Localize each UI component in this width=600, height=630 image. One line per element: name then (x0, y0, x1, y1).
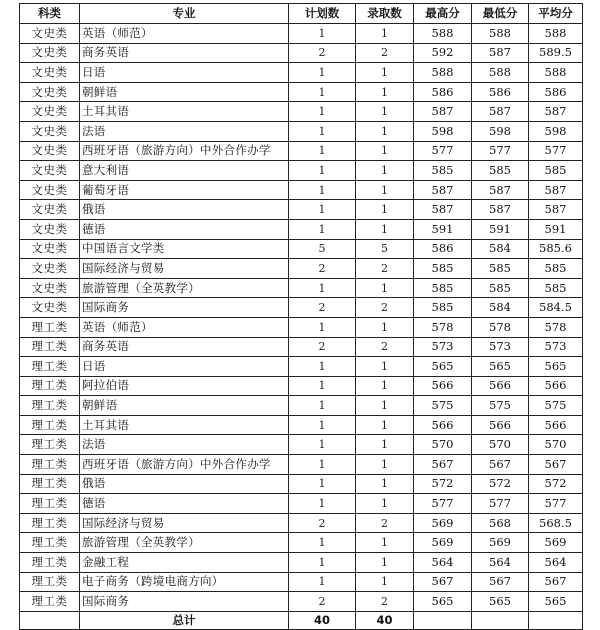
cell-plan-count: 2 (289, 513, 356, 533)
cell-category: 理工类 (20, 376, 80, 396)
header-category: 科类 (20, 4, 80, 24)
cell-major: 朝鲜语 (80, 396, 289, 416)
cell-category: 文史类 (20, 200, 80, 220)
cell-min-score: 586 (472, 82, 529, 102)
cell-avg-score: 589.5 (529, 43, 583, 63)
cell-category: 文史类 (20, 259, 80, 279)
cell-admitted-count: 1 (356, 180, 414, 200)
total-empty-avg (529, 611, 583, 629)
total-label: 总计 (80, 611, 289, 629)
cell-max-score: 566 (414, 415, 472, 435)
cell-min-score: 585 (472, 259, 529, 279)
cell-min-score: 584 (472, 239, 529, 259)
table-header (20, 4, 583, 24)
cell-plan-count: 1 (289, 376, 356, 396)
cell-max-score: 577 (414, 141, 472, 161)
total-empty-category (20, 611, 80, 629)
cell-major: 德语 (80, 219, 289, 239)
cell-max-score: 585 (414, 259, 472, 279)
cell-category: 理工类 (20, 474, 80, 494)
cell-avg-score: 585.6 (529, 239, 583, 259)
cell-category: 文史类 (20, 43, 80, 63)
cell-admitted-count: 1 (356, 317, 414, 337)
cell-major: 国际经济与贸易 (80, 259, 289, 279)
cell-admitted-count: 2 (356, 513, 414, 533)
cell-avg-score: 568.5 (529, 513, 583, 533)
cell-major: 法语 (80, 435, 289, 455)
cell-plan-count: 1 (289, 494, 356, 514)
header-min-score: 最低分 (472, 4, 529, 24)
cell-category: 理工类 (20, 317, 80, 337)
cell-max-score: 565 (414, 357, 472, 377)
table-row (20, 200, 583, 220)
cell-avg-score: 587 (529, 180, 583, 200)
cell-major: 商务英语 (80, 337, 289, 357)
cell-plan-count: 1 (289, 63, 356, 83)
cell-major: 中国语言文学类 (80, 239, 289, 259)
cell-major: 国际经济与贸易 (80, 513, 289, 533)
cell-min-score: 591 (472, 219, 529, 239)
cell-avg-score: 575 (529, 396, 583, 416)
cell-avg-score: 566 (529, 415, 583, 435)
cell-max-score: 569 (414, 513, 472, 533)
cell-plan-count: 2 (289, 592, 356, 612)
cell-avg-score: 565 (529, 592, 583, 612)
cell-admitted-count: 1 (356, 82, 414, 102)
cell-plan-count: 1 (289, 200, 356, 220)
cell-max-score: 588 (414, 63, 472, 83)
cell-category: 理工类 (20, 357, 80, 377)
cell-admitted-count: 2 (356, 259, 414, 279)
cell-max-score: 570 (414, 435, 472, 455)
cell-admitted-count: 1 (356, 455, 414, 475)
cell-category: 文史类 (20, 82, 80, 102)
header-admitted-count: 录取数 (356, 4, 414, 24)
cell-plan-count: 1 (289, 474, 356, 494)
table-row (20, 474, 583, 494)
admission-score-table (19, 3, 583, 630)
table-row (20, 141, 583, 161)
cell-plan-count: 1 (289, 533, 356, 553)
table-row (20, 298, 583, 318)
cell-plan-count: 1 (289, 121, 356, 141)
cell-major: 旅游管理（全英教学） (80, 533, 289, 553)
cell-plan-count: 1 (289, 455, 356, 475)
cell-admitted-count: 2 (356, 592, 414, 612)
table-row (20, 102, 583, 122)
cell-max-score: 572 (414, 474, 472, 494)
cell-min-score: 565 (472, 592, 529, 612)
cell-admitted-count: 1 (356, 102, 414, 122)
cell-avg-score: 585 (529, 161, 583, 181)
cell-max-score: 565 (414, 592, 472, 612)
table-footer (20, 611, 583, 629)
cell-min-score: 587 (472, 200, 529, 220)
cell-avg-score: 584.5 (529, 298, 583, 318)
cell-avg-score: 570 (529, 435, 583, 455)
cell-avg-score: 585 (529, 278, 583, 298)
table-body (20, 24, 583, 612)
cell-min-score: 578 (472, 317, 529, 337)
cell-max-score: 588 (414, 24, 472, 44)
cell-max-score: 587 (414, 200, 472, 220)
cell-category: 理工类 (20, 415, 80, 435)
table-row (20, 337, 583, 357)
total-row (20, 611, 583, 629)
cell-max-score: 592 (414, 43, 472, 63)
table-row (20, 121, 583, 141)
cell-max-score: 567 (414, 572, 472, 592)
table-row (20, 259, 583, 279)
cell-min-score: 565 (472, 357, 529, 377)
table-row (20, 278, 583, 298)
cell-min-score: 575 (472, 396, 529, 416)
cell-category: 文史类 (20, 121, 80, 141)
cell-max-score: 585 (414, 161, 472, 181)
table-row (20, 455, 583, 475)
cell-avg-score: 578 (529, 317, 583, 337)
cell-major: 国际商务 (80, 298, 289, 318)
table-row (20, 592, 583, 612)
cell-admitted-count: 1 (356, 357, 414, 377)
cell-max-score: 585 (414, 298, 472, 318)
cell-category: 理工类 (20, 592, 80, 612)
header-max-score: 最高分 (414, 4, 472, 24)
cell-plan-count: 1 (289, 219, 356, 239)
cell-category: 理工类 (20, 337, 80, 357)
cell-min-score: 564 (472, 553, 529, 573)
cell-admitted-count: 1 (356, 200, 414, 220)
cell-avg-score: 587 (529, 102, 583, 122)
cell-avg-score: 585 (529, 259, 583, 279)
cell-min-score: 587 (472, 43, 529, 63)
header-row (20, 4, 583, 24)
cell-min-score: 577 (472, 494, 529, 514)
cell-min-score: 588 (472, 24, 529, 44)
cell-plan-count: 1 (289, 572, 356, 592)
table-row (20, 376, 583, 396)
cell-category: 文史类 (20, 180, 80, 200)
cell-category: 理工类 (20, 513, 80, 533)
cell-major: 英语（师范） (80, 317, 289, 337)
cell-category: 理工类 (20, 455, 80, 475)
cell-max-score: 586 (414, 239, 472, 259)
cell-min-score: 585 (472, 278, 529, 298)
cell-plan-count: 1 (289, 415, 356, 435)
cell-admitted-count: 1 (356, 141, 414, 161)
table-row (20, 239, 583, 259)
cell-category: 文史类 (20, 298, 80, 318)
cell-plan-count: 2 (289, 298, 356, 318)
cell-category: 理工类 (20, 494, 80, 514)
cell-max-score: 573 (414, 337, 472, 357)
cell-major: 国际商务 (80, 592, 289, 612)
cell-min-score: 567 (472, 455, 529, 475)
cell-major: 阿拉伯语 (80, 376, 289, 396)
cell-admitted-count: 1 (356, 415, 414, 435)
cell-avg-score: 588 (529, 63, 583, 83)
cell-admitted-count: 1 (356, 435, 414, 455)
cell-plan-count: 5 (289, 239, 356, 259)
cell-major: 西班牙语（旅游方向）中外合作办学 (80, 455, 289, 475)
cell-admitted-count: 1 (356, 494, 414, 514)
cell-avg-score: 567 (529, 572, 583, 592)
cell-category: 理工类 (20, 396, 80, 416)
cell-max-score: 567 (414, 455, 472, 475)
cell-plan-count: 1 (289, 102, 356, 122)
cell-max-score: 569 (414, 533, 472, 553)
cell-min-score: 566 (472, 376, 529, 396)
table-row (20, 396, 583, 416)
cell-major: 西班牙语（旅游方向）中外合作办学 (80, 141, 289, 161)
cell-admitted-count: 5 (356, 239, 414, 259)
table-row (20, 180, 583, 200)
cell-min-score: 570 (472, 435, 529, 455)
cell-avg-score: 587 (529, 200, 583, 220)
cell-major: 俄语 (80, 474, 289, 494)
table-row (20, 63, 583, 83)
cell-admitted-count: 1 (356, 474, 414, 494)
cell-plan-count: 1 (289, 24, 356, 44)
table-row (20, 357, 583, 377)
cell-avg-score: 572 (529, 474, 583, 494)
cell-plan-count: 2 (289, 259, 356, 279)
cell-max-score: 577 (414, 494, 472, 514)
table-row (20, 533, 583, 553)
cell-major: 旅游管理（全英教学） (80, 278, 289, 298)
cell-category: 文史类 (20, 278, 80, 298)
cell-admitted-count: 2 (356, 43, 414, 63)
table-row (20, 161, 583, 181)
cell-avg-score: 591 (529, 219, 583, 239)
cell-min-score: 568 (472, 513, 529, 533)
cell-admitted-count: 1 (356, 278, 414, 298)
cell-major: 朝鲜语 (80, 82, 289, 102)
total-plan-count: 40 (289, 611, 356, 629)
cell-category: 理工类 (20, 533, 80, 553)
cell-admitted-count: 1 (356, 24, 414, 44)
table-row (20, 435, 583, 455)
cell-max-score: 585 (414, 278, 472, 298)
cell-admitted-count: 1 (356, 396, 414, 416)
cell-plan-count: 1 (289, 357, 356, 377)
cell-major: 法语 (80, 121, 289, 141)
cell-plan-count: 2 (289, 43, 356, 63)
cell-min-score: 566 (472, 415, 529, 435)
cell-min-score: 569 (472, 533, 529, 553)
cell-max-score: 566 (414, 376, 472, 396)
total-empty-min (472, 611, 529, 629)
cell-major: 意大利语 (80, 161, 289, 181)
table-row (20, 82, 583, 102)
cell-plan-count: 1 (289, 396, 356, 416)
cell-avg-score: 586 (529, 82, 583, 102)
cell-major: 日语 (80, 63, 289, 83)
cell-avg-score: 598 (529, 121, 583, 141)
total-admitted-count: 40 (356, 611, 414, 629)
table-row (20, 317, 583, 337)
cell-category: 文史类 (20, 161, 80, 181)
cell-avg-score: 567 (529, 455, 583, 475)
cell-major: 德语 (80, 494, 289, 514)
cell-category: 文史类 (20, 102, 80, 122)
cell-max-score: 586 (414, 82, 472, 102)
table-row (20, 24, 583, 44)
cell-major: 金融工程 (80, 553, 289, 573)
cell-major: 电子商务（跨境电商方向） (80, 572, 289, 592)
cell-min-score: 573 (472, 337, 529, 357)
cell-admitted-count: 1 (356, 572, 414, 592)
cell-avg-score: 569 (529, 533, 583, 553)
table-row (20, 553, 583, 573)
cell-category: 文史类 (20, 63, 80, 83)
cell-max-score: 587 (414, 102, 472, 122)
cell-category: 文史类 (20, 141, 80, 161)
cell-min-score: 587 (472, 102, 529, 122)
cell-min-score: 587 (472, 180, 529, 200)
cell-admitted-count: 1 (356, 553, 414, 573)
table-row (20, 572, 583, 592)
cell-category: 文史类 (20, 239, 80, 259)
cell-category: 理工类 (20, 572, 80, 592)
cell-max-score: 578 (414, 317, 472, 337)
cell-admitted-count: 1 (356, 533, 414, 553)
table-row (20, 513, 583, 533)
cell-plan-count: 1 (289, 553, 356, 573)
table-row (20, 494, 583, 514)
header-major: 专业 (80, 4, 289, 24)
cell-avg-score: 573 (529, 337, 583, 357)
cell-min-score: 577 (472, 141, 529, 161)
cell-major: 商务英语 (80, 43, 289, 63)
cell-max-score: 564 (414, 553, 472, 573)
cell-plan-count: 1 (289, 180, 356, 200)
total-empty-max (414, 611, 472, 629)
table-row (20, 43, 583, 63)
header-plan-count: 计划数 (289, 4, 356, 24)
cell-major: 日语 (80, 357, 289, 377)
cell-avg-score: 565 (529, 357, 583, 377)
header-avg-score: 平均分 (529, 4, 583, 24)
cell-plan-count: 1 (289, 82, 356, 102)
cell-admitted-count: 1 (356, 219, 414, 239)
cell-major: 俄语 (80, 200, 289, 220)
cell-avg-score: 564 (529, 553, 583, 573)
cell-admitted-count: 1 (356, 376, 414, 396)
cell-category: 理工类 (20, 435, 80, 455)
cell-max-score: 575 (414, 396, 472, 416)
cell-category: 文史类 (20, 24, 80, 44)
cell-avg-score: 577 (529, 141, 583, 161)
table-row (20, 219, 583, 239)
cell-avg-score: 588 (529, 24, 583, 44)
cell-max-score: 591 (414, 219, 472, 239)
cell-plan-count: 1 (289, 317, 356, 337)
cell-avg-score: 566 (529, 376, 583, 396)
cell-admitted-count: 1 (356, 63, 414, 83)
cell-category: 理工类 (20, 553, 80, 573)
cell-max-score: 587 (414, 180, 472, 200)
cell-min-score: 567 (472, 572, 529, 592)
cell-plan-count: 1 (289, 435, 356, 455)
admission-score-sheet (19, 3, 582, 627)
cell-plan-count: 1 (289, 278, 356, 298)
cell-admitted-count: 1 (356, 161, 414, 181)
cell-admitted-count: 1 (356, 121, 414, 141)
cell-min-score: 585 (472, 161, 529, 181)
cell-min-score: 598 (472, 121, 529, 141)
cell-major: 葡萄牙语 (80, 180, 289, 200)
cell-category: 文史类 (20, 219, 80, 239)
table-row (20, 415, 583, 435)
cell-min-score: 588 (472, 63, 529, 83)
cell-min-score: 572 (472, 474, 529, 494)
cell-plan-count: 1 (289, 161, 356, 181)
cell-plan-count: 2 (289, 337, 356, 357)
cell-min-score: 584 (472, 298, 529, 318)
cell-major: 土耳其语 (80, 415, 289, 435)
cell-major: 英语（师范） (80, 24, 289, 44)
cell-max-score: 598 (414, 121, 472, 141)
cell-major: 土耳其语 (80, 102, 289, 122)
cell-admitted-count: 2 (356, 298, 414, 318)
cell-plan-count: 1 (289, 141, 356, 161)
cell-avg-score: 577 (529, 494, 583, 514)
cell-admitted-count: 2 (356, 337, 414, 357)
